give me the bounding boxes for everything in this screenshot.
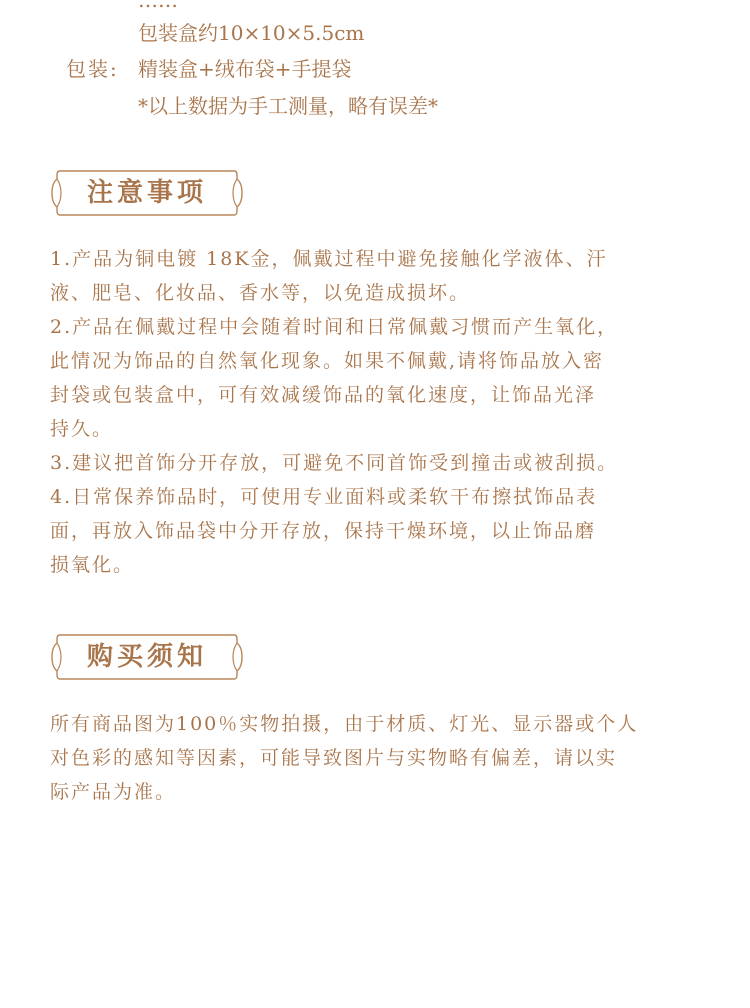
box-size-value: 包装盒约10×10×5.5cm <box>138 21 365 45</box>
purchase-body <box>50 707 700 809</box>
notice-line: 4.日常保养饰品时，可使用专业面料或柔软干布擦拭饰品表 <box>50 486 598 508</box>
purchase-line: 际产品为准。 <box>50 781 177 803</box>
notice-section-header <box>50 169 244 217</box>
purchase-line: 所有商品图为100％实物拍摄，由于材质、灯光、显示器或个人 <box>50 713 639 735</box>
notice-line: 持久。 <box>50 418 114 440</box>
notice-title: 注意事项 <box>86 178 207 208</box>
measurement-note: *以上数据为手工测量，略有误差* <box>138 94 438 118</box>
purchase-line: 对色彩的感知等因素，可能导致图片与实物略有偏差，请以实 <box>50 747 618 769</box>
purchase-title: 购买须知 <box>86 642 207 672</box>
notice-body <box>50 242 700 582</box>
notice-line: 液、肥皂、化妆品、香水等，以免造成损坏。 <box>50 282 471 304</box>
notice-line: 3.建议把首饰分开存放，可避免不同首饰受到撞击或被刮损。 <box>50 452 619 474</box>
package-label: 包装: <box>66 57 119 81</box>
notice-line: 面，再放入饰品袋中分开存放，保持干燥环境，以止饰品磨 <box>50 520 597 542</box>
cut-off-spec-line: …… <box>138 0 178 12</box>
package-value: 精装盒+绒布袋+手提袋 <box>138 57 352 81</box>
notice-line: 2.产品在佩戴过程中会随着时间和日常佩戴习惯而产生氧化， <box>50 316 619 338</box>
notice-line: 1.产品为铜电镀 18K金，佩戴过程中避免接触化学液体、汗 <box>50 248 608 270</box>
notice-line: 损氧化。 <box>50 554 135 576</box>
notice-line: 封袋或包装盒中，可有效减缓饰品的氧化速度，让饰品光泽 <box>50 384 597 406</box>
purchase-section-header <box>50 633 244 681</box>
notice-line: 此情况为饰品的自然氧化现象。如果不佩戴,请将饰品放入密 <box>50 350 605 372</box>
